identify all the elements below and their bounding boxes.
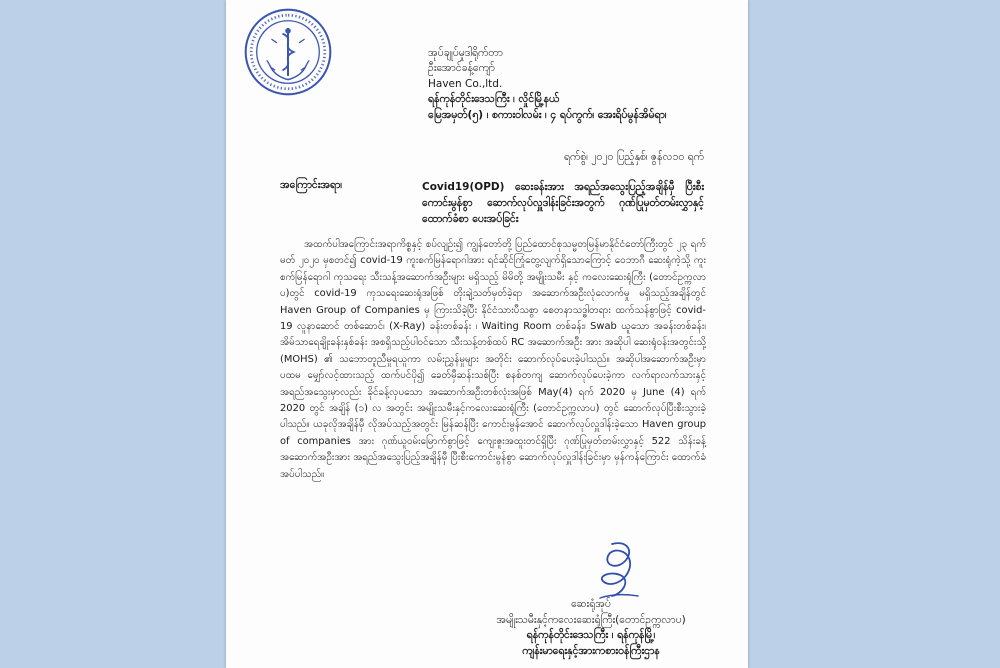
addressee-line: ဦးအောင်ခန့်ကျော် xyxy=(428,62,495,75)
addressee-line: ရန်ကုန်တိုင်းဒေသကြီး ၊ လှိုင်မြို့နယ် xyxy=(428,93,560,106)
signatory-title: ဆေးရုံအုပ် xyxy=(571,598,611,610)
addressee-line: Haven Co.,ltd. xyxy=(428,77,503,90)
addressee-line: အုပ်ချုပ်မှုဒါရိုက်တာ xyxy=(428,47,503,59)
signatory-org: ကျန်းမာရေးနှင့်အားကစားဝန်ကြီးဌာန xyxy=(522,644,660,657)
subject-label: အကြောင်းအရာ၊ xyxy=(280,179,343,191)
signatory-block xyxy=(466,597,716,659)
signatory-org: ရန်ကုန်တိုင်းဒေသကြီး ၊ ရန်ကုန်မြို့၊ xyxy=(526,629,656,642)
letter-date: ရက်စွဲ၊ ၂၀၂၀ ပြည့်နှစ်၊ ဇွန်လ၁၀ ရက် xyxy=(564,151,704,163)
signatory-org: အမျိုးသမီးနှင့်ကလေးဆေးရုံကြီး(တောင်ဥက္ကလာပ) xyxy=(496,613,686,626)
hospital-seal-icon xyxy=(242,6,334,98)
letter-page xyxy=(226,0,748,668)
addressee-line: မြေအမှတ်(၅) ၊ စကားဝါလမ်း ၊ ၄ ရပ်ကွက်၊ အေးရိပ်မွန်အိမ်ရာ၊ xyxy=(428,108,667,121)
subject-text: Covid19(OPD) ဆေးခန်းအား အရည်အသွေးပြည့်အချိန်မှီ ပြီးစီးကောင်းမွန်စွာ ဆောက်လုပ်လှူဒါန်းခြင်းအတွက် ဂုဏ်ပြုမှတ်တမ်းလွှာနှင့် ထောက်ခံစာ ပေးအပ်ခြင်း xyxy=(422,181,704,225)
addressee-block xyxy=(428,46,667,123)
letter-body: အထက်ပါအကြောင်းအရာကိစ္စနှင့် စပ်လျဉ်း၍ ကျွန်တော်တို့ ပြည်ထောင်စုသမ္မတမြန်မာနိုင်ငံတော်ကြီးတွင် ၂၃ ရက် မတ် ၂၀၂၀ မှစတင်၍ covid-19 ကူးစက်မြန်ရောဂါအား ရင်ဆိုင်ကြုံတွေ့လျက်ရှိသောကြောင့် ဝေဘာဂီ ဆေးရုံကဲ့သို့ ကူးစက်မြန်ရောဂါ ကုသရေး သီးသန့်အဆောက်အဦးများ မရှိသည့် မိမိတို့ အမျိုးသမီး နှင့် ကလေးဆေးရုံကြီး (တောင်ဥက္ကလာပ)တွင် covid-19 ကုသရေးဆေးရုံအဖြစ် တိုးချဲ့သတ်မှတ်ခဲ့ရာ အဆောက်အဦးလုံလောက်မှု မရှိသည့်အချိန်တွင် Haven Group of Companies မှ ကြားသိခဲ့ပြီး နိုင်ငံသားပီသစွာ စေတနာသဒ္ဓါတရား ထက်သန်စွာဖြင့် covid-19 လူနာဆောင် တစ်ဆောင်၊ (X-Ray) ခန်းတစ်ခန်း ၊ Waiting Room တစ်ခန်း၊ Swab ယူသော အခန်းတစ်ခန်း၊ အိမ်သာရေချိုးခန်းနှစ်ခန်း အစရှိသည့်ပါဝင်သော သီးသန့်တစ်ထပ် RC အဆောက်အဦး အား အဆိုပါ ဆေးရုံဝန်းအတွင်းသို့ (MOHS) ၏ သဘောတူညီမှုရယူကာ လမ်းညွှန်မှုများ အတိုင်း ဆောက်လုပ်ပေးခဲ့ပါသည်။ အဆိုပါအဆောက်အဦးမှာ ပထမ မျှော်လင့်ထားသည့် ထက်ပင်ပို၍ ခေတ်မှီဆန်းသစ်ပြီး စနစ်တကျ ဆောက်လုပ်ပေးခဲ့ကာ လက်ရာလက်သားနှင့် အရည်အသွေးမှာလည်း ခိုင်ခန့်လှပသော အဆောက်အဦးတစ်လုံးအဖြစ် May(4) ရက် 2020 မှ June (4) ရက် 2020 တွင် အချိန် (၁) လ အတွင်း အမျိုးသမီးနှင့်ကလေးဆေးရုံကြီး (တောင်ဥက္ကလာပ) တွင် ဆောက်လုပ်ပြီးစီးသွားခဲ့ပါသည်။ ယခုလိုအချိန်မှီ လိုအပ်သည့်အတွင်း မြန်ဆန်ပြီး ကောင်းမွန်အောင် ဆောက်လုပ်လှူဒါန်းခဲ့သော Haven group of companies အား ဂုဏ်ယူဝမ်းမြောက်စွာဖြင့် ကျေးဇူးအထူးတင်ရှိပြီး ဂုဏ်ပြုမှတ်တမ်းလွှာနှင့် 522 သိန်းခန့် အဆောက်အဦးအား အရည်အသွေးပြည့်အချိန်မှီ ပြီးစီးကောင်းမွန်စွာ ဆောက်လုပ်လှူဒါန်းခြင်းမှာ မှန်ကန်ကြောင်း ထောက်ခံအပ်ပါသည်။ xyxy=(280,239,706,480)
